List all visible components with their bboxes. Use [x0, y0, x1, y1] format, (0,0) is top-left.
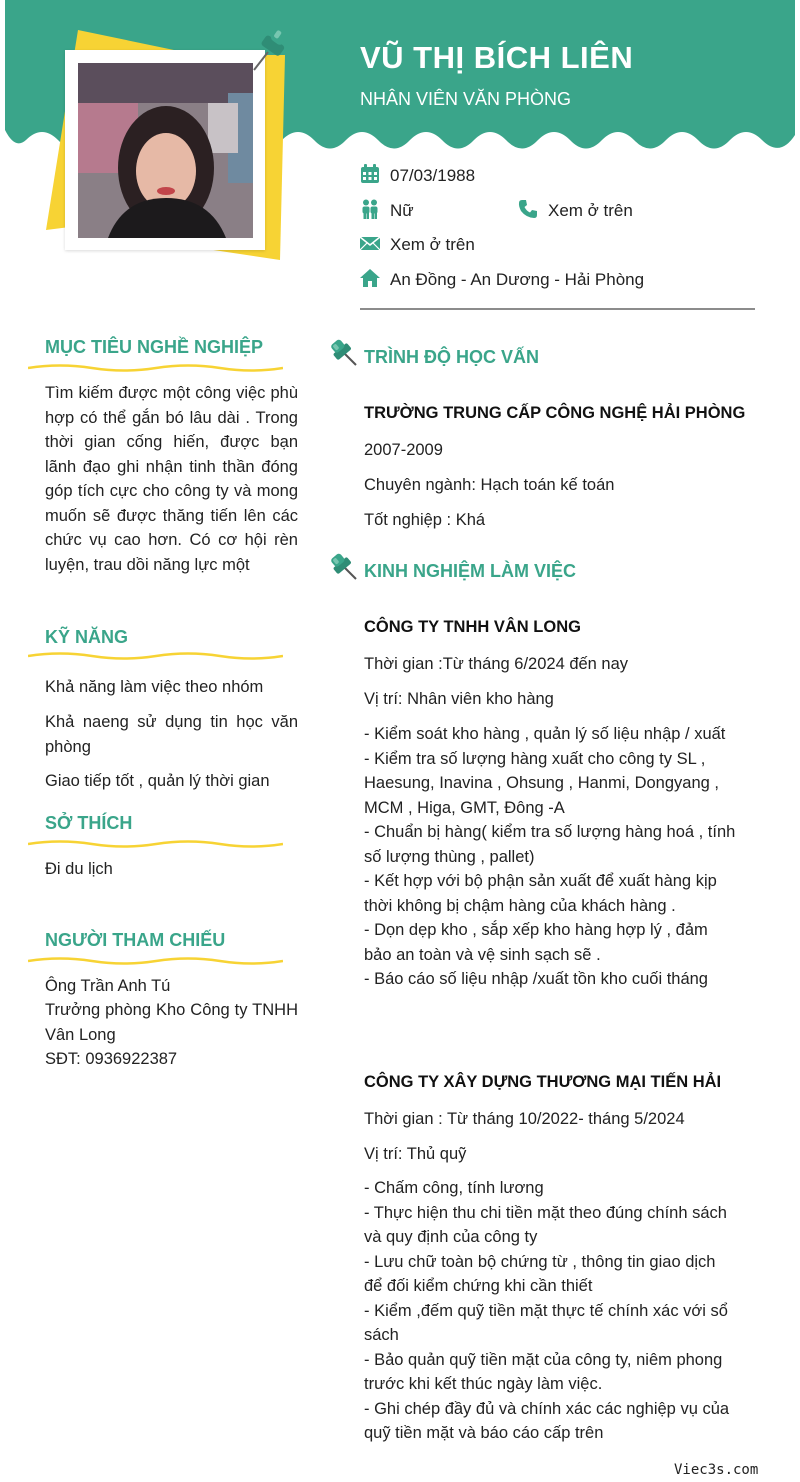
- objective-underline: [28, 362, 283, 374]
- references-title: NGƯỜI THAM CHIẾU: [45, 930, 226, 950]
- duty-item: - Kết hợp với bộ phận sản xuất để xuất hàng kịp thời không bị chậm hàng của khách hàng .: [364, 872, 717, 915]
- birthday-value: 07/03/1988: [390, 166, 476, 185]
- education-years: 2007-2009: [364, 441, 443, 459]
- email-value: Xem ở trên: [390, 235, 475, 254]
- skill-item: Khả naeng sử dụng tin học văn phòng: [45, 713, 298, 756]
- duty-item: - Báo cáo số liệu nhập /xuất tồn kho cuối tháng: [364, 970, 708, 988]
- education-school: TRƯỜNG TRUNG CẤP CÔNG NGHỆ HẢI PHÒNG: [364, 404, 746, 422]
- duty-item: - Ghi chép đầy đủ và chính xác các nghiệp vụ của quỹ tiền mặt và báo cáo cấp trên: [364, 1399, 730, 1442]
- skill-item: Giao tiếp tốt , quản lý thời gian: [45, 772, 270, 790]
- skills-title: KỸ NĂNG: [45, 627, 129, 647]
- hobbies-underline: [28, 838, 283, 850]
- reference-name: Ông Trần Anh Tú: [45, 977, 171, 995]
- skill-item: Khả năng làm việc theo nhóm: [45, 678, 264, 696]
- job-company: CÔNG TY TNHH VÂN LONG: [364, 618, 581, 636]
- duty-item: - Dọn dẹp kho , sắp xếp kho hàng hợp lý , đảm bảo an toàn và vệ sinh sạch sẽ .: [364, 921, 708, 964]
- pushpin-icon: [250, 26, 290, 72]
- reference-phone: SĐT: 0936922387: [45, 1050, 178, 1068]
- header-divider: [360, 308, 755, 310]
- job-position: Vị trí: Nhân viên kho hàng: [364, 690, 554, 708]
- duty-item: - Kiểm ,đếm quỹ tiền mặt thực tế chính xác với sổ sách: [364, 1301, 728, 1344]
- experience-title: KINH NGHIỆM LÀM VIỆC: [364, 561, 577, 581]
- pushpin-icon: [329, 338, 357, 366]
- duty-item: - Lưu chữ toàn bộ chứng từ , thông tin giao dịch để đối kiểm chứng khi cần thiết: [364, 1252, 716, 1295]
- job-time: Thời gian :Từ tháng 6/2024 đến nay: [364, 655, 629, 673]
- objective-title: MỤC TIÊU NGHỀ NGHIỆP: [45, 337, 264, 357]
- objective-text: Tìm kiếm được một công việc phù hợp có thể gắn bó lâu dài . Trong thời gian cống hiến, được bạn lãnh đạo ghi nhận tinh thần đóng góp tích cực cho công ty và mong muốn sẽ được thăng tiến lên các chức vụ cao hơn. Có cơ hội rèn luyện, trau dồi năng lực một: [45, 384, 298, 574]
- duty-item: - Kiểm tra số lượng hàng xuất cho công ty SL , Haesung, Inavina , Ohsung , Hanmi, Dongyang , MCM , Higa, GMT, Đông -A: [364, 749, 719, 817]
- hobby-item: Đi du lịch: [45, 860, 113, 878]
- reference-position: Trưởng phòng Kho Công ty TNHH Vân Long: [45, 1001, 298, 1044]
- mail-icon: [360, 233, 380, 253]
- duty-item: - Chuẩn bị hàng( kiểm tra số lượng hàng hoá , tính số lượng thùng , pallet): [364, 823, 736, 866]
- job-duties: [364, 722, 736, 992]
- phone-icon: [518, 199, 538, 219]
- skills-underline: [28, 650, 283, 662]
- watermark: Viec3s.com: [674, 1462, 759, 1478]
- duty-item: - Thực hiện thu chi tiền mặt theo đúng chính sách và quy định của công ty: [364, 1203, 727, 1246]
- phone-value: Xem ở trên: [548, 201, 633, 220]
- education-major: Chuyên ngành: Hạch toán kế toán: [364, 476, 615, 494]
- job-company: CÔNG TY XÂY DỰNG THƯƠNG MẠI TIẾN HẢI: [364, 1073, 722, 1091]
- gender-value: Nữ: [390, 201, 414, 220]
- duty-item: - Chấm công, tính lương: [364, 1179, 544, 1197]
- people-icon: [360, 199, 380, 219]
- education-grade: Tốt nghiệp : Khá: [364, 511, 486, 529]
- calendar-icon: [360, 164, 380, 184]
- address-value: An Đồng - An Dương - Hải Phòng: [390, 270, 645, 289]
- profile-name: VŨ THỊ BÍCH LIÊN: [360, 40, 634, 75]
- education-title: TRÌNH ĐỘ HỌC VẤN: [364, 347, 539, 367]
- job-duties: [364, 1176, 736, 1446]
- duty-item: - Bảo quản quỹ tiền mặt của công ty, niêm phong trước khi kết thúc ngày làm việc.: [364, 1350, 723, 1393]
- job-time: Thời gian : Từ tháng 10/2022- tháng 5/2024: [364, 1110, 685, 1128]
- duty-item: - Kiểm soát kho hàng , quản lý số liệu nhập / xuất: [364, 725, 726, 743]
- profile-title: NHÂN VIÊN VĂN PHÒNG: [360, 89, 572, 109]
- job-position: Vị trí: Thủ quỹ: [364, 1145, 467, 1163]
- avatar: [78, 63, 253, 238]
- home-icon: [360, 268, 380, 288]
- pushpin-icon: [329, 552, 357, 580]
- references-underline: [28, 955, 283, 967]
- hobbies-title: SỞ THÍCH: [45, 813, 133, 833]
